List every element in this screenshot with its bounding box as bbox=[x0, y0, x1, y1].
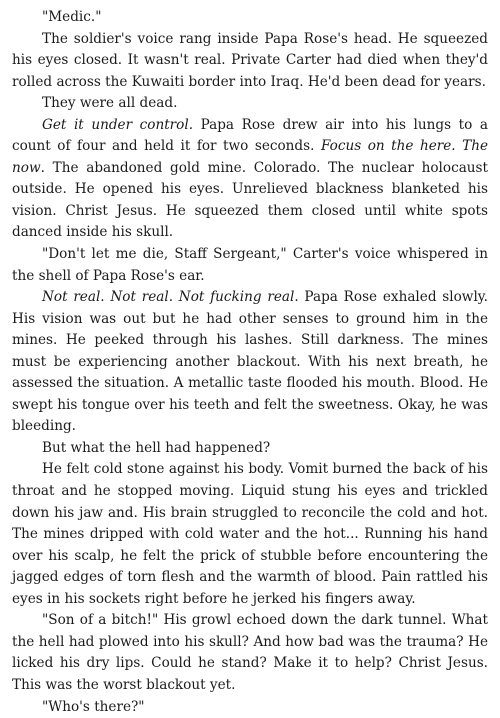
paragraph: Not real. Not real. Not fucking real. Papa Rose exhaled slowly. His vision was out but he had other senses to ground him in the mines. He peeked through his lashes. Still darkness. The mines must be experiencing another blackout. With his next breath, he assessed the situation. A metallic taste flooded his mouth. Blood. He swept his tongue over his teeth and felt the sweetness. Okay, he was bleeding. bbox=[12, 287, 488, 438]
paragraph: Get it under control. Papa Rose drew air into his lungs to a count of four and held it for two seconds. Focus on the here. The now. The abandoned gold mine. Colorado. The nuclear holocaust outside. He opened his eyes. Unrelieved blackness blanketed his vision. Christ Jesus. He squeezed them closed until white spots danced inside his skull. bbox=[12, 115, 488, 244]
paragraph: The soldier's voice rang inside Papa Rose's head. He squeezed his eyes closed. It wasn't real. Private Carter had died when they'd rolled across the Kuwaiti border into Iraq. He'd been dead for years. bbox=[12, 29, 488, 94]
paragraph: They were all dead. bbox=[12, 93, 488, 115]
italic-thought: Get it under control. bbox=[42, 117, 193, 133]
paragraph: "Medic." bbox=[12, 7, 488, 29]
paragraph: "Who's there?" bbox=[12, 697, 488, 718]
italic-thought: Focus on the here. The now bbox=[12, 138, 488, 176]
italic-thought: Not real. Not real. Not fucking real. bbox=[42, 289, 299, 305]
paragraph: He felt cold stone against his body. Vomit burned the back of his throat and he stopped moving. Liquid stung his eyes and trickled down his jaw and. His brain struggled to reconcile the cold and hot. The mines dripped with cold water and the hot... Running his hand over his scalp, he felt the prick of stubble before encountering the jagged edges of torn flesh and the warmth of blood. Pain rattled his eyes in his sockets right before he jerked his fingers away. bbox=[12, 459, 488, 610]
paragraph: "Son of a bitch!" His growl echoed down the dark tunnel. What the hell had plowed into his skull? And how bad was the trauma? He licked his dry lips. Could he stand? Make it to help? Christ Jesus. This was the worst blackout yet. bbox=[12, 610, 488, 696]
paragraph: "Don't let me die, Staff Sergeant," Carter's voice whispered in the shell of Papa Rose's ear. bbox=[12, 244, 488, 287]
paragraph: But what the hell had happened? bbox=[12, 438, 488, 460]
